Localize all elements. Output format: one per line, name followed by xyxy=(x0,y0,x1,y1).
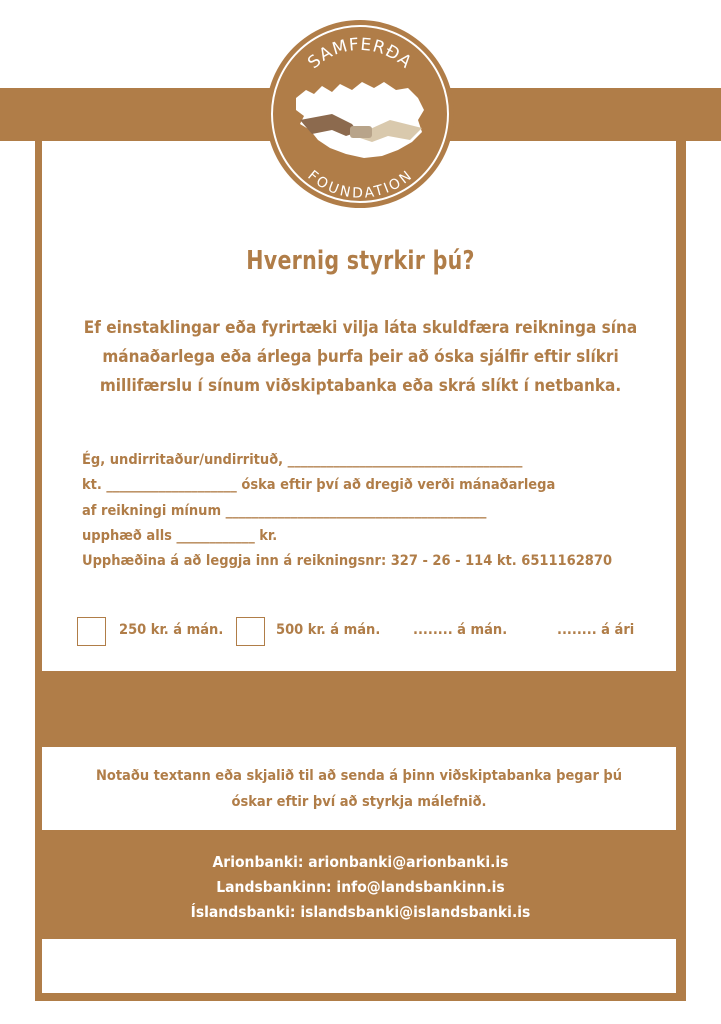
samferda-logo xyxy=(266,20,454,208)
form-line-amount: upphæð alls ____________ kr. xyxy=(82,528,278,544)
option-custom-yearly: ........ á ári xyxy=(557,622,635,638)
option-250-label: 250 kr. á mán. xyxy=(119,622,224,638)
checkbox-500[interactable] xyxy=(236,617,265,646)
instruction-note xyxy=(42,763,676,815)
intro-text xyxy=(70,314,651,401)
form-panel xyxy=(42,141,676,671)
form-line-account: af reikningi mínum ________________________________________ xyxy=(82,503,487,519)
bank-contact-landsbankinn: Landsbankinn: info@landsbankinn.is xyxy=(216,878,505,896)
form-line-signature: Ég, undirritaður/undirrituð, ____________________________________ xyxy=(82,452,523,468)
intro-line: millifærslu í sínum viðskiptabanka eða skrá slíkt í netbanka. xyxy=(99,376,622,396)
bottom-panel xyxy=(42,939,676,993)
logo-top-text: SAMFERÐA xyxy=(304,34,416,74)
checkbox-250[interactable] xyxy=(77,617,106,646)
bank-contact-arion: Arionbanki: arionbanki@arionbanki.is xyxy=(212,853,509,871)
form-line-destination: Upphæðina á að leggja inn á reikningsnr: 327 - 26 - 114 kt. 6511162870 xyxy=(82,553,613,569)
note-line: Notaðu textann eða skjalið til að senda á þinn viðskiptabanka þegar þú xyxy=(95,768,623,784)
bank-contacts xyxy=(0,850,721,925)
logo-bottom-text: FOUNDATION xyxy=(304,167,416,202)
page-title: Hvernig styrkir þú? xyxy=(246,246,475,276)
note-line: óskar eftir því að styrkja málefnið. xyxy=(231,794,487,810)
option-custom-monthly: ........ á mán. xyxy=(413,622,508,638)
intro-line: mánaðarlega eða árlega þurfa þeir að óska sjálfir eftir slíkri xyxy=(102,347,619,367)
bank-contact-islandsbanki: Íslandsbanki: islandsbanki@islandsbanki.is xyxy=(190,903,531,921)
form-line-kennitala: kt. ____________________ óska eftir því að dregið verði mánaðarlega xyxy=(82,477,556,493)
option-500-label: 500 kr. á mán. xyxy=(276,622,381,638)
intro-line: Ef einstaklingar eða fyrirtæki vilja láta skuldfæra reikninga sína xyxy=(83,318,638,338)
